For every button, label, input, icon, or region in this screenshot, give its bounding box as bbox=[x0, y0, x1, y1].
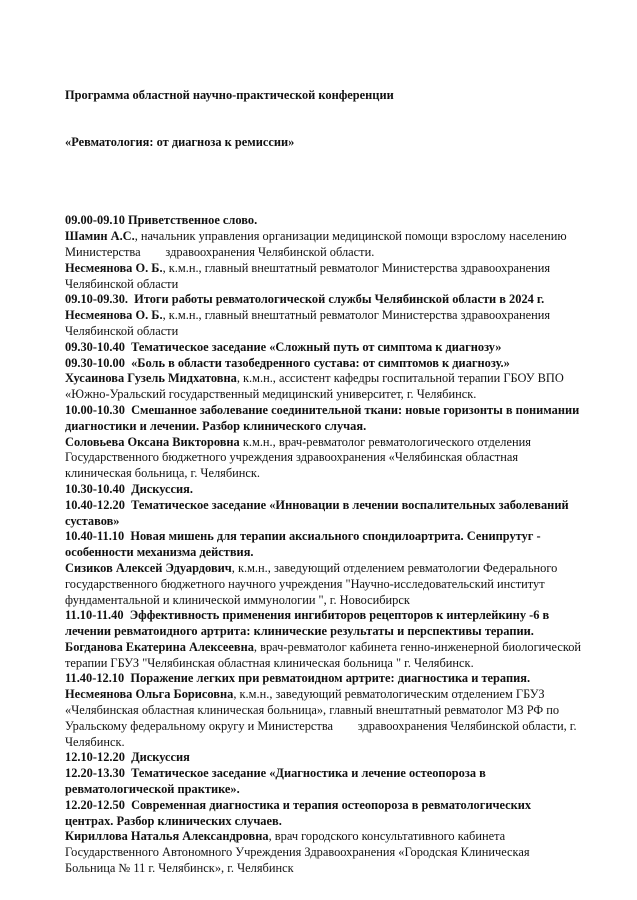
bold-text: Хусаинова Гузель Мидхатовна bbox=[65, 371, 237, 386]
program-list bbox=[65, 213, 585, 876]
bold-text: 10.40-12.20 Тематическое заседание «Инновации в лечении воспалительных заболеваний суставов» bbox=[65, 497, 572, 528]
bold-text: Несмеянова О. Б. bbox=[65, 260, 163, 275]
program-item bbox=[65, 498, 582, 530]
program-item bbox=[65, 639, 585, 672]
regular-text: , к.м.н., заведующий отделением ревматологии Федерального государственного бюджетного научного учреждения "Научно-исследовательский институт фундаментальной и клинической иммунологии ", г. Новосибирск bbox=[65, 560, 561, 607]
program-item bbox=[65, 356, 582, 372]
bold-text: Соловьева Оксана Викторовна bbox=[65, 434, 240, 449]
document-title bbox=[65, 56, 582, 182]
program-item bbox=[65, 608, 582, 640]
program-item bbox=[65, 798, 582, 830]
regular-text: , врач-ревматолог кабинета генно-инженерной биологической терапии ГБУЗ "Челябинская областная клиническая больница " г. Челябинск. bbox=[65, 639, 585, 670]
bold-text: Сизиков Алексей Эдуардович bbox=[65, 560, 232, 575]
regular-text: , к.м.н., заведующий ревматологическим отделением ГБУЗ «Челябинская областная клиническая больница», главный внештатный ревматолог МЗ РФ по Уральскому федеральному округу и Министерства здравоохранения Челябинской области, г. Челябинск. bbox=[65, 687, 580, 749]
bold-text: 09.10-09.30. Итоги работы ревматологической службы Челябинской области в 2024 г. bbox=[65, 292, 545, 307]
bold-text: 10.30-10.40 Дискуссия. bbox=[65, 481, 193, 496]
program-item bbox=[65, 435, 582, 482]
regular-text: , к.м.н., главный внештатный ревматолог Министерства здравоохранения Челябинской области bbox=[65, 308, 554, 338]
bold-text: 10.40-11.10 Новая мишень для терапии аксиального спондилоартрита. Сенипрутуг - особенности механизма действия. bbox=[65, 529, 544, 560]
bold-text: 11.40-12.10 Поражение легких при ревматоидном артрите: диагностика и терапия. bbox=[65, 671, 531, 686]
program-item bbox=[65, 766, 582, 798]
regular-text: , врач городского консультативного кабинета Государственного Автономного Учреждения Здравоохранения «Городская Клиническая Больница № 11 г. Челябинск», г. Челябинск bbox=[65, 829, 533, 876]
program-item bbox=[65, 671, 582, 687]
program-item bbox=[65, 371, 582, 403]
program-item bbox=[65, 308, 582, 340]
bold-text: Богданова Екатерина Алексеевна bbox=[65, 639, 254, 654]
bold-text: 12.20-13.30 Тематическое заседание «Диагностика и лечение остеопороза в ревматологической практике». bbox=[65, 766, 489, 797]
bold-text: 12.10-12.20 Дискуссия bbox=[65, 750, 190, 765]
program-item bbox=[65, 261, 582, 293]
bold-text: Несмеянова О. Б. bbox=[65, 308, 163, 323]
bold-text: 09.30-10.40 Тематическое заседание «Сложный путь от симптома к диагнозу» bbox=[65, 339, 502, 354]
regular-text: , начальник управления организации медицинской помощи взрослому населению Министерства здравоохранения Челябинской области. bbox=[65, 229, 570, 259]
program-item bbox=[65, 482, 582, 498]
bold-text: 12.20-12.50 Современная диагностика и терапия остеопороза в ревматологических центрах. Разбор клинических случаев. bbox=[65, 797, 535, 828]
program-item bbox=[65, 561, 582, 608]
program-item bbox=[65, 292, 582, 308]
regular-text: , к.м.н., ассистент кафедры госпитальной терапии ГБОУ ВПО «Южно-Уральский государственный медицинский университет, г. Челябинск. bbox=[65, 371, 567, 402]
bold-text: 10.00-10.30 Смешанное заболевание соединительной ткани: новые горизонты в понимании диагностики и лечении. Разбор клинического случая. bbox=[65, 402, 583, 433]
bold-text: 11.10-11.40 Эффективность применения ингибиторов рецепторов к интерлейкину -6 в лечении ревматоидного артрита: клинические результаты и перспективы терапии. bbox=[65, 608, 553, 639]
program-item bbox=[65, 340, 582, 356]
program-item bbox=[65, 829, 582, 876]
bold-text: 09.00-09.10 Приветственное слово. bbox=[65, 213, 258, 228]
program-item bbox=[65, 687, 582, 750]
program-item bbox=[65, 529, 582, 561]
document-title-line1: Программа областной научно-практической конференции bbox=[65, 87, 394, 102]
program-item bbox=[65, 403, 582, 435]
program-item bbox=[65, 750, 582, 766]
document-title-line2: «Ревматология: от диагноза к ремиссии» bbox=[65, 134, 295, 149]
regular-text: , к.м.н., главный внештатный ревматолог Министерства здравоохранения Челябинской области bbox=[65, 260, 554, 291]
bold-text: 09.30-10.00 «Боль в области тазобедренного сустава: от симптомов к диагнозу.» bbox=[65, 355, 510, 370]
bold-text: Кириллова Наталья Александровна bbox=[65, 829, 269, 844]
bold-text: Шамин А.С. bbox=[65, 229, 135, 244]
bold-text: Несмеянова Ольга Борисовна bbox=[65, 687, 234, 702]
program-item bbox=[65, 229, 582, 261]
program-item bbox=[65, 213, 582, 229]
regular-text: к.м.н., врач-ревматолог ревматологического отделения Государственного бюджетного учреждения здравоохранения «Челябинская областная клиническая больница, г. Челябинск. bbox=[65, 434, 535, 481]
